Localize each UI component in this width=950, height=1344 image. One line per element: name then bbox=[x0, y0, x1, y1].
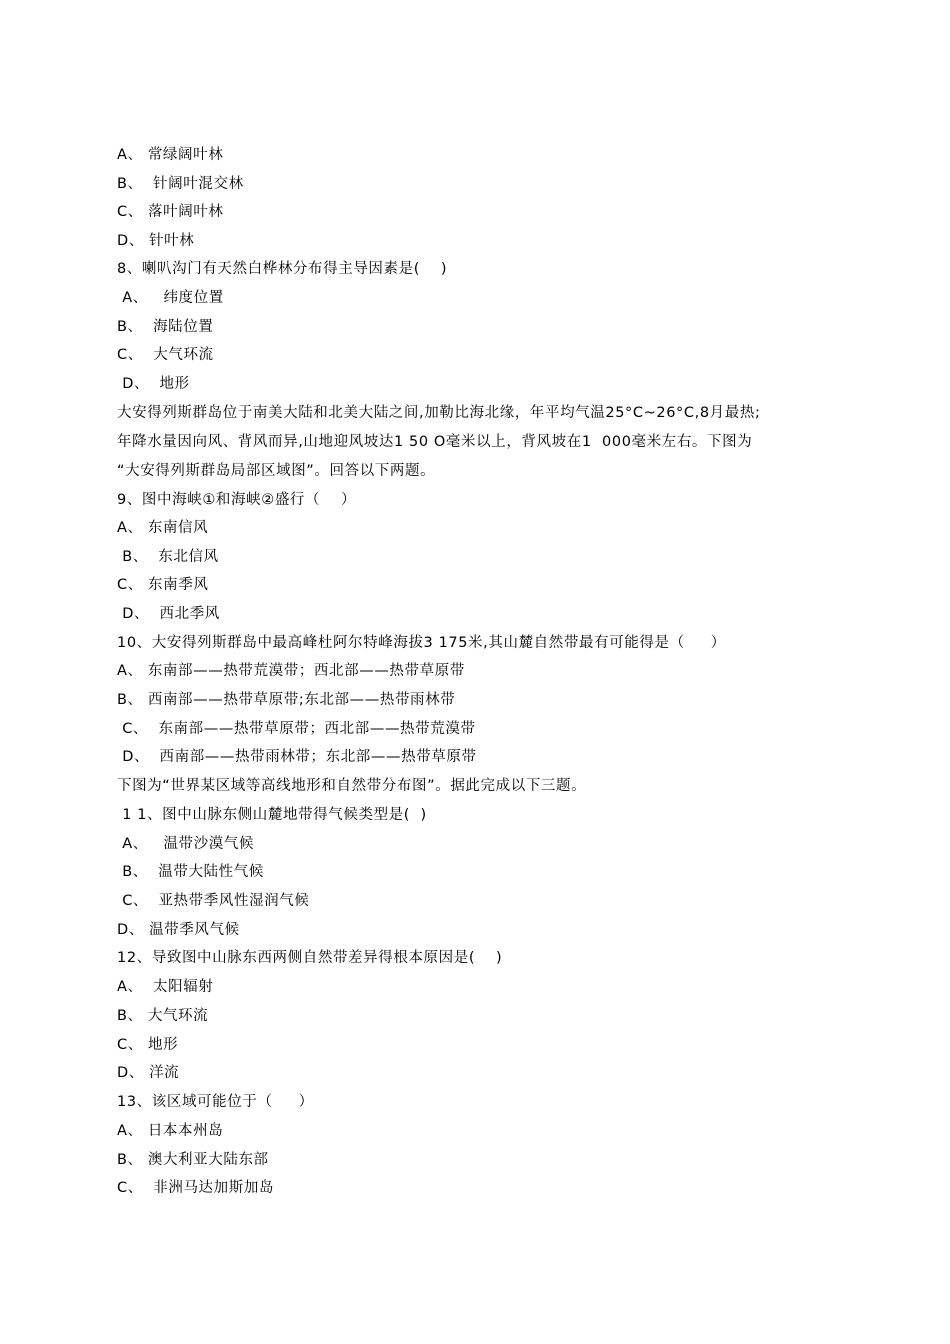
text-line: B、 西南部——热带草原带;东北部——热带雨林带 bbox=[117, 692, 456, 708]
question-13: 13、该区域可能位于（ ） bbox=[117, 1094, 314, 1110]
text-line: D、 针叶林 bbox=[117, 233, 195, 249]
question-12: 12、导致图中山脉东西两侧自然带差异得根本原因是( ) bbox=[117, 950, 503, 966]
text-line: A、 太阳辐射 bbox=[117, 979, 214, 995]
text-line: C、 亚热带季风性湿润气候 bbox=[117, 893, 310, 909]
text-line: C、 东南季风 bbox=[117, 577, 209, 593]
text-line: B、 澳大利亚大陆东部 bbox=[117, 1152, 269, 1168]
question-9: 9、图中海峡①和海峡②盛行（ ） bbox=[117, 492, 357, 508]
passage-line: 年降水量因向风、背风而异,山地迎风坡达1 50 O毫米以上，背风坡在1 000毫米左右。下图为 bbox=[117, 434, 753, 450]
text-line: D、 西南部——热带雨林带；东北部——热带草原带 bbox=[117, 749, 477, 765]
text-line: B、 温带大陆性气候 bbox=[117, 864, 264, 880]
text-line: A、 温带沙漠气候 bbox=[117, 836, 255, 852]
passage-line: 下图为“世界某区域等高线地形和自然带分布图”。据此完成以下三题。 bbox=[117, 778, 587, 794]
text-line: B、 针阔叶混交林 bbox=[117, 176, 244, 192]
text-line: D、 温带季风气候 bbox=[117, 922, 240, 938]
text-line: B、 东北信风 bbox=[117, 549, 219, 565]
text-line: D、 洋流 bbox=[117, 1065, 180, 1081]
text-line: A、 东南部——热带荒漠带；西北部——热带草原带 bbox=[117, 663, 465, 679]
text-line: C、 地形 bbox=[117, 1037, 179, 1053]
question-8: 8、喇叭沟门有天然白桦林分布得主导因素是( ) bbox=[117, 261, 448, 277]
text-line: D、 西北季风 bbox=[117, 606, 220, 622]
text-line: C、 大气环流 bbox=[117, 347, 214, 363]
text-line: A、 日本本州岛 bbox=[117, 1123, 224, 1139]
text-line: A、 东南信风 bbox=[117, 520, 209, 536]
passage-line: “大安得列斯群岛局部区域图”。回答以下两题。 bbox=[117, 463, 436, 479]
text-line: B、 大气环流 bbox=[117, 1008, 209, 1024]
text-line: C、 非洲马达加斯加岛 bbox=[117, 1180, 275, 1196]
text-line: A、 常绿阔叶林 bbox=[117, 147, 224, 163]
text-line: B、 海陆位置 bbox=[117, 319, 214, 335]
question-11: 1 1、图中山脉东侧山麓地带得气候类型是( ) bbox=[117, 807, 427, 823]
passage-line: 大安得列斯群岛位于南美大陆和北美大陆之间,加勒比海北缘，年平均气温25°C~26°C,8月最热; bbox=[117, 405, 761, 421]
text-line: A、 纬度位置 bbox=[117, 290, 224, 306]
text-line: C、 落叶阔叶林 bbox=[117, 204, 224, 220]
text-line: D、 地形 bbox=[117, 376, 190, 392]
text-line: C、 东南部——热带草原带；西北部——热带荒漠带 bbox=[117, 721, 476, 737]
question-10: 10、大安得列斯群岛中最高峰杜阿尔特峰海拔3 175米,其山麓自然带最有可能得是（ ） bbox=[117, 635, 726, 651]
